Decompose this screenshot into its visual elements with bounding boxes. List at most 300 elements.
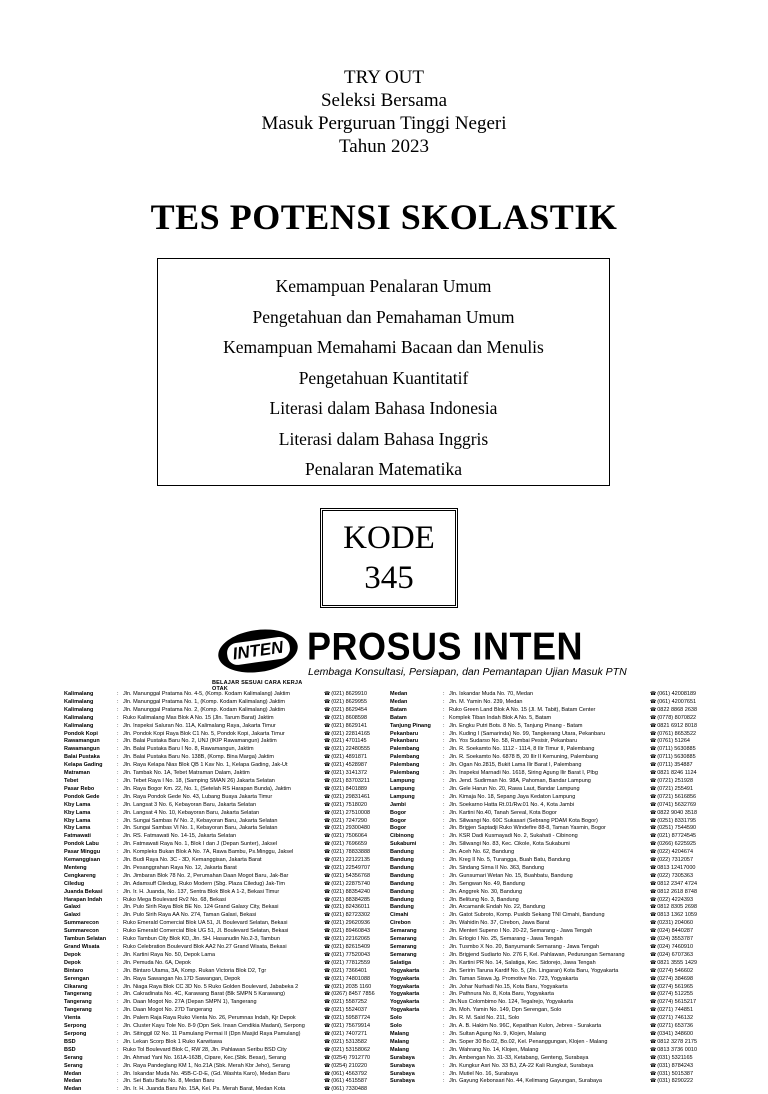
branch-city: Lampung xyxy=(390,793,415,800)
separator: : xyxy=(117,833,119,840)
branch-phone: ☎ (021) 88384285 xyxy=(324,897,382,905)
branch-address: Jln. Sindang Sirna II No. 363, Bandung xyxy=(449,864,545,871)
branch-city: Semarang xyxy=(390,928,417,935)
branch-address: Ruko Kalimalang Mas Blok A No. 15 (Jln. Tarum Barat) Jaktim xyxy=(123,714,274,721)
branch-city: Jambi xyxy=(390,801,406,808)
branch-row xyxy=(64,936,382,944)
branch-row xyxy=(390,960,708,968)
separator: : xyxy=(117,896,119,903)
branch-address: Jln. Gele Harun No. 20, Rawa Laut, Bandar Lampung xyxy=(449,785,580,792)
branch-phone: ☎ (021) 22162065 xyxy=(324,936,382,944)
separator: : xyxy=(117,793,119,800)
branch-phone: ☎ (022) 4224393 xyxy=(650,897,708,905)
branch-phone: ☎ (021) 22814165 xyxy=(324,731,382,739)
branch-city: Ciledug xyxy=(64,880,85,887)
branch-city: Kby Lama xyxy=(64,825,91,832)
branch-row xyxy=(390,770,708,778)
branch-phone: ☎ (021) 8629910 xyxy=(324,691,382,699)
branch-row xyxy=(64,897,382,905)
branch-city: Kby Lama xyxy=(64,801,91,808)
branch-city: Kalimalang xyxy=(64,706,94,713)
branch-phone: ☎ (021) 27510008 xyxy=(324,810,382,818)
subject-item: Penalaran Matematika xyxy=(305,459,462,479)
branch-city: Sukabumi xyxy=(390,841,417,848)
branch-city: Cirebon xyxy=(390,920,411,927)
separator: : xyxy=(443,817,445,824)
separator: : xyxy=(443,754,445,761)
branch-address: Jln. Gunsumari Wetan No. 15, Buahbatu, Bandung xyxy=(449,872,573,879)
branch-row xyxy=(64,904,382,912)
branch-phone: ☎ (061) 42008189 xyxy=(650,691,708,699)
branch-city: Palembang xyxy=(390,754,420,761)
separator: : xyxy=(117,714,119,721)
branch-row xyxy=(64,810,382,818)
separator: : xyxy=(117,983,119,990)
branch-row xyxy=(390,881,708,889)
branch-address: Jln. Kungkur Asri No. 33 BJ, ZA-22 Kali Rungkut, Surabaya xyxy=(449,1062,594,1069)
separator: : xyxy=(443,864,445,871)
separator: : xyxy=(443,1070,445,1077)
branch-city: Bandung xyxy=(390,904,414,911)
separator: : xyxy=(443,793,445,800)
separator: : xyxy=(117,1070,119,1077)
separator: : xyxy=(443,991,445,998)
kode-box xyxy=(320,508,458,608)
branch-phone: ☎ (0231) 204060 xyxy=(650,920,708,928)
branch-row xyxy=(390,762,708,770)
branch-row xyxy=(390,928,708,936)
branch-address: Jln. Raya Sawangan No.17D Sawangan, Depok xyxy=(123,975,241,982)
branch-city: Medan xyxy=(390,691,408,697)
branch-address: Jln. Arcamanik Endah No. 22, Bandung xyxy=(449,904,546,911)
branch-city: Pondok Labu xyxy=(64,841,99,848)
branch-address: Jln. Sungai Sambas IV No. 2, Kebayoran Baru, Jakarta Selatan xyxy=(123,817,278,824)
branch-address: Jln. Adamsuff Ciledug, Ruko Modern (Sbg. Plaza Ciledug) Jak-Tim xyxy=(123,880,286,887)
separator: : xyxy=(443,975,445,982)
branch-address: Jln. Inspeksi Saluran No. 11A, Kalimalang Raya, Jakarta Timur xyxy=(123,722,276,729)
branch-row xyxy=(64,873,382,881)
branch-city: Malang xyxy=(390,1046,409,1053)
branch-address: Jln. A. B. Hakim No. 96C, Kepatihan Kulon, Jebres - Surakarta xyxy=(449,1023,602,1030)
branch-row xyxy=(390,984,708,992)
branch-city: Kby Lama xyxy=(64,817,91,824)
branch-phone: ☎ (021) 8629141 xyxy=(324,723,382,731)
branch-row xyxy=(64,928,382,936)
separator: : xyxy=(117,762,119,769)
branch-row xyxy=(64,770,382,778)
branch-address: Jln. Sei Batu Batu No. 8, Medan Baru xyxy=(123,1078,215,1085)
branch-row xyxy=(390,936,708,944)
branch-address: Jln. Langsat 4 No. 10, Kebayoran Baru, Jakarta Selatan xyxy=(123,809,260,816)
separator: : xyxy=(443,1078,445,1085)
branch-address: Jln. Mutiel No. 16, Surabaya xyxy=(449,1070,519,1077)
separator: : xyxy=(443,809,445,816)
branch-phone: ☎ (022) 7305363 xyxy=(650,873,708,881)
branch-city: Menteng xyxy=(64,864,87,871)
separator: : xyxy=(117,936,119,943)
header-line-tryout: TRY OUT xyxy=(343,67,425,88)
branch-phone: ☎ (0741) 5632769 xyxy=(650,802,708,810)
branch-address: Jln. Balai Pustaka Baru I No. 8, Rawamangun, Jaktim xyxy=(123,746,254,753)
branch-city: BSD xyxy=(64,1046,76,1053)
branch-address: Jln. Soper 30 Bo.02, Bo.02, Kel. Penanggungan, Klojen - Malang xyxy=(449,1038,608,1045)
branch-row xyxy=(390,715,708,723)
branch-phone: ☎ (021) 2035 1160 xyxy=(324,984,382,992)
branch-row xyxy=(390,731,708,739)
branch-address: Jln. Ir. H. Juanda, No. 137, Sentra Blok Blok A 1-2, Bekasi Timur xyxy=(123,888,280,895)
separator: : xyxy=(443,698,445,705)
separator: : xyxy=(443,872,445,879)
branch-row xyxy=(64,1078,382,1086)
separator: : xyxy=(443,801,445,808)
branch-address: Ruko Celebration Boulevard Blok AA2 No.27 Grand Wisata, Bekasi xyxy=(123,944,287,950)
separator: : xyxy=(443,706,445,713)
branch-phone: ☎ (021) 7407271 xyxy=(324,1031,382,1039)
branch-phone: ☎ (0251) 8331795 xyxy=(650,818,708,826)
separator: : xyxy=(117,706,119,713)
branch-city: Yogyakarta xyxy=(390,999,420,1006)
brand-name: PROSUS INTEN xyxy=(307,624,584,669)
branch-address: Jln. Siliwangi No. 83, Kec. Cikole, Kota Sukabumi xyxy=(449,841,570,848)
branch-row xyxy=(390,999,708,1007)
branch-city: Medan xyxy=(390,698,408,705)
branch-phone: ☎ (0266) 6225925 xyxy=(650,841,708,849)
branch-row xyxy=(64,833,382,841)
branch-address: Jln. Raya Pandeglang KM 1, No.21A (Sbk. Merah Kbr Jeho), Serang xyxy=(123,1062,290,1069)
branch-row xyxy=(390,944,708,952)
branch-address: Jln. Anggrek No. 30, Bandung xyxy=(449,888,523,895)
separator: : xyxy=(117,999,119,1006)
branch-city: Cibinong xyxy=(390,833,414,840)
branch-address: Jln. Kartini Raya No. 50, Depok Lama xyxy=(123,951,216,958)
branch-city: Tangerang xyxy=(64,1007,92,1014)
branch-address: Jln. Kimaja No. 18, Sepang Jaya Kedaton Lampung xyxy=(449,793,576,800)
branch-city: Palembang xyxy=(390,762,420,769)
branch-phone: ☎ (021) 82615409 xyxy=(324,944,382,952)
branch-city: Semarang xyxy=(390,936,417,943)
branch-directory-right xyxy=(390,691,708,1086)
branch-row xyxy=(390,849,708,857)
branch-phone: ☎ (021) 4891871 xyxy=(324,754,382,762)
branch-address: Jln. Johar Nurhadi No.15, Kota Baru, Yogyakarta xyxy=(449,983,568,990)
separator: : xyxy=(117,967,119,974)
separator: : xyxy=(117,1054,119,1061)
separator: : xyxy=(443,951,445,958)
branch-city: Vienta xyxy=(64,1015,81,1022)
branch-city: Cimahi xyxy=(390,912,409,919)
branch-city: Yogyakarta xyxy=(390,967,420,974)
branch-row xyxy=(64,849,382,857)
separator: : xyxy=(443,888,445,895)
separator: : xyxy=(117,944,119,950)
branch-city: Surabaya xyxy=(390,1062,415,1069)
branch-phone: ☎ (021) 22122135 xyxy=(324,857,382,865)
branch-row xyxy=(390,1071,708,1079)
branch-city: Tebet xyxy=(64,777,79,784)
separator: : xyxy=(117,809,119,816)
branch-city: Tambun Selatan xyxy=(64,936,107,943)
branch-phone: ☎ (021) 89460843 xyxy=(324,928,382,936)
separator: : xyxy=(117,888,119,895)
branch-row xyxy=(64,1023,382,1031)
branch-address: Jln. Manunggal Pratama No. 4-5, (Komp. Kodam Kalimalang) Jaktim xyxy=(123,691,290,697)
branch-city: Serengan xyxy=(64,975,90,982)
subject-item: Pengetahuan Kuantitatif xyxy=(298,367,469,388)
separator: : xyxy=(443,1007,445,1014)
separator: : xyxy=(443,849,445,856)
separator: : xyxy=(117,1007,119,1014)
branch-row xyxy=(64,754,382,762)
branch-row xyxy=(390,912,708,920)
branch-address: Jln. Kompleks Bukan Blok A No. 7A, Rawa Bambu, Ps.Minggu, Jaksel xyxy=(123,849,294,856)
branch-address: Jln. KSR Dadi Kusmayadi No. 2, Sukahati - Cibinong xyxy=(449,833,578,840)
branch-city: Serang xyxy=(64,1054,83,1061)
branch-phone: ☎ (031) 8784243 xyxy=(650,1063,708,1071)
branch-address: Jln. Balai Pustaka Baru No. 138B, (Komp. Bina Marga) Jaktim xyxy=(123,754,275,761)
branch-phone: ☎ 0821 8246 1124 xyxy=(650,770,708,778)
branch-city: Tangerang xyxy=(64,991,92,998)
separator: : xyxy=(117,777,119,784)
separator: : xyxy=(443,714,445,721)
branch-city: Pekanbaru xyxy=(390,730,419,737)
branch-row xyxy=(64,794,382,802)
branch-address: Jln. Brigjen Saptadji Ruko Windefire 88-8, Taman Yasmin, Bogor xyxy=(449,825,606,832)
separator: : xyxy=(117,959,119,966)
branch-phone: ☎ (021) 88354240 xyxy=(324,889,382,897)
separator: : xyxy=(117,746,119,753)
separator: : xyxy=(443,920,445,927)
branch-address: Jln. Pondok Kopi Raya Blok C1 No. 5, Pondok Kopi, Jakarta Timur xyxy=(123,730,285,737)
branch-row xyxy=(390,754,708,762)
branch-phone: ☎ (0341) 348600 xyxy=(650,1031,708,1039)
branch-address: Jln. Jend. Sudirman No. 98A, Pahoman, Bandar Lampung xyxy=(449,777,591,784)
separator: : xyxy=(117,1078,119,1085)
branch-city: Kalimalang xyxy=(64,714,94,721)
branch-city: Kalimalang xyxy=(64,691,94,697)
branch-city: Bogor xyxy=(390,809,407,816)
branch-phone: ☎ (061) 4515587 xyxy=(324,1078,382,1086)
branch-city: Kemanggisan xyxy=(64,857,101,864)
branch-address: Jln. Sitinggil 02 No. 11 Pamulang Permai II (Dpn Masjid Raya Pamulang) xyxy=(123,1030,301,1037)
branch-row xyxy=(390,825,708,833)
branch-row xyxy=(64,691,382,699)
branch-phone: ☎ (0274) 384698 xyxy=(650,976,708,984)
branch-address: Jln. Kuding I (Samarinda) No. 99, Tangkerang Utara, Pekanbaru xyxy=(449,730,606,737)
branch-phone: ☎ (021) 7506064 xyxy=(324,833,382,841)
branch-address: Jln. Gayung Kebonsari No. 44, Kelimang Gayungan, Surabaya xyxy=(449,1078,602,1085)
branch-phone: ☎ (0271) 653736 xyxy=(650,1023,708,1031)
branch-row xyxy=(390,699,708,707)
separator: : xyxy=(443,1023,445,1030)
separator: : xyxy=(117,904,119,911)
separator: : xyxy=(117,754,119,761)
separator: : xyxy=(443,912,445,919)
branch-phone: ☎ (021) 59587724 xyxy=(324,1015,382,1023)
branch-phone: ☎ (021) 7696659 xyxy=(324,841,382,849)
separator: : xyxy=(443,857,445,864)
separator: : xyxy=(443,880,445,887)
branch-city: Yogyakarta xyxy=(390,1007,420,1014)
branch-phone: ☎ (0721) 5616856 xyxy=(650,794,708,802)
branch-phone: ☎ (021) 75679914 xyxy=(324,1023,382,1031)
separator: : xyxy=(117,920,119,927)
branch-address: Jln. Iskandar Muda No. 45B-C-D-E, (Gd. Washta Karo), Medan Baru xyxy=(123,1070,290,1077)
branch-city: Galaxi xyxy=(64,912,81,919)
branch-city: Matraman xyxy=(64,770,90,777)
branch-row xyxy=(390,920,708,928)
branch-address: Komplek Tiban Indah Blok A No. 5, Batam xyxy=(449,714,552,721)
branch-phone: ☎ (021) 5587252 xyxy=(324,999,382,1007)
branch-address: Jln. Seririn Taruna Kardif No. 5, (Jln. Lingaran) Kota Baru, Yogyakarta xyxy=(449,967,619,974)
branch-city: Bandung xyxy=(390,857,414,864)
header-line-tahun: Tahun 2023 xyxy=(339,136,429,157)
branch-row xyxy=(64,699,382,707)
branch-directory-left xyxy=(64,691,382,1094)
branch-address: Jln. Balai Pustaka Baru No. 2, UNJ (IKIP Rawamangun) Jaktim xyxy=(123,738,277,745)
subject-item: Literasi dalam Bahasa Indonesia xyxy=(269,398,498,418)
branch-row xyxy=(64,920,382,928)
branch-city: Medan xyxy=(64,1078,82,1085)
branch-address: Jln. Pulo Sirih Raya AA No. 274, Taman Galaxi, Bekasi xyxy=(123,912,257,919)
branch-phone: ☎ (021) 87724545 xyxy=(650,833,708,841)
branch-phone: ☎ (021) 22549707 xyxy=(324,865,382,873)
branch-city: Tanjung Pinang xyxy=(390,722,431,729)
branch-phone: ☎ (021) 4701145 xyxy=(324,738,382,746)
branch-row xyxy=(390,1078,708,1086)
branch-phone: ☎ (0274) 512255 xyxy=(650,991,708,999)
branch-address: Jln. Pesanggrahan Raya No. 12, Jakarta Barat xyxy=(123,864,237,871)
branch-city: Yogyakarta xyxy=(390,991,420,998)
branch-row xyxy=(390,897,708,905)
branch-row xyxy=(64,999,382,1007)
branch-row xyxy=(390,968,708,976)
branch-row xyxy=(64,841,382,849)
branch-address: Jln. Wahrang No. 14, Klojen, Malang xyxy=(449,1046,539,1053)
separator: : xyxy=(117,849,119,856)
branch-phone: ☎ 0812 2347 4724 xyxy=(650,881,708,889)
branch-address: Jln. Belitung No. 3, Bandung xyxy=(449,896,519,903)
branch-row xyxy=(64,1007,382,1015)
branch-city: Pasar Minggu xyxy=(64,849,101,856)
branch-row xyxy=(64,865,382,873)
branch-row xyxy=(390,1047,708,1055)
separator: : xyxy=(443,1038,445,1045)
separator: : xyxy=(443,936,445,943)
branch-address: Jln.Nus Colombimo No. 124, Tegalrejo, Yogyakarta xyxy=(449,999,574,1006)
separator: : xyxy=(443,928,445,935)
separator: : xyxy=(443,944,445,950)
branch-phone: ☎ (024) 7460910 xyxy=(650,944,708,952)
separator: : xyxy=(117,857,119,864)
subject-item: Pengetahuan dan Pemahaman Umum xyxy=(252,306,515,327)
branch-row xyxy=(64,1055,382,1063)
branch-phone: ☎ (021) 4528987 xyxy=(324,762,382,770)
separator: : xyxy=(117,825,119,832)
branch-city: Serang xyxy=(64,1062,83,1069)
branch-phone: ☎ (021) 74801088 xyxy=(324,976,382,984)
branch-city: Semarang xyxy=(390,944,417,950)
branch-address: Jln. Manunggal Pratama No. 2, (Komp. Kodam Kalimalang) Jaktim xyxy=(123,706,286,713)
branch-address: Jln. Iskandar Muda No. 70, Medan xyxy=(449,691,534,697)
branch-phone: ☎ (021) 8629955 xyxy=(324,699,382,707)
separator: : xyxy=(443,746,445,753)
branch-row xyxy=(64,1039,382,1047)
branch-city: Kalimalang xyxy=(64,698,94,705)
branch-row xyxy=(390,889,708,897)
branch-city: Pekanbaru xyxy=(390,738,419,745)
logo-oval-text: INTEN xyxy=(225,636,290,667)
branch-phone: ☎ (021) 29620936 xyxy=(324,920,382,928)
branch-row xyxy=(64,857,382,865)
branch-address: Jln. Fatmawati Raya No. 1, Blok I dan J (Depan Sunter), Jaksel xyxy=(123,841,278,848)
separator: : xyxy=(443,777,445,784)
branch-city: Summarecon xyxy=(64,928,99,935)
branch-phone: ☎ (021) 83703211 xyxy=(324,778,382,786)
branch-row xyxy=(390,841,708,849)
branch-phone: ☎ (022) 4204674 xyxy=(650,849,708,857)
branch-city: Batam xyxy=(390,714,407,721)
branch-city: Kalimalang xyxy=(64,722,94,729)
branch-city: Pondok Gede xyxy=(64,793,100,800)
branch-address: Jln. Lekan Scorp Blok 1 Ruko Karwitawa xyxy=(123,1038,223,1045)
branch-phone: ☎ (021) 22875740 xyxy=(324,881,382,889)
branch-city: Bandung xyxy=(390,880,414,887)
separator: : xyxy=(117,738,119,745)
branch-phone: ☎ (0274) 546602 xyxy=(650,968,708,976)
branch-phone: ☎ (021) 8401889 xyxy=(324,786,382,794)
branch-phone: ☎ (021) 5524037 xyxy=(324,1007,382,1015)
branch-row xyxy=(64,746,382,754)
separator: : xyxy=(443,1030,445,1037)
branch-row xyxy=(390,1055,708,1063)
subject-item: Literasi dalam Bahasa Inggris xyxy=(278,428,489,449)
branch-address: Jln. Pathnura No. 8, Kota Baru, Yogyakarta xyxy=(449,991,554,998)
kode-label: KODE xyxy=(343,520,435,556)
branch-phone: ☎ (024) 8440287 xyxy=(650,928,708,936)
branch-city: Cikarang xyxy=(64,983,88,990)
separator: : xyxy=(117,730,119,737)
separator: : xyxy=(117,872,119,879)
separator: : xyxy=(117,1086,119,1093)
branch-city: Rawamangun xyxy=(64,746,100,753)
branch-address: Ruko Green Land Blok A No. 15 (Jl. M. Tabit), Batam Center xyxy=(449,706,596,713)
branch-address: Jln. Ogan No.2815, Bukit Lama Ilir Barat I, Palembang xyxy=(449,762,582,769)
branch-address: Jln. Ahmad Yani No. 161A-163B, Cipare, Kec.(Sbk. Besar), Serang xyxy=(123,1054,287,1061)
inten-logo-icon xyxy=(215,625,300,678)
branch-row xyxy=(64,1047,382,1055)
subject-item: Kemampuan Memahami Bacaan dan Menulis xyxy=(223,337,544,357)
separator: : xyxy=(117,1038,119,1045)
branch-row xyxy=(64,778,382,786)
separator: : xyxy=(117,801,119,808)
branch-city: Bogor xyxy=(390,825,407,832)
branch-row xyxy=(64,968,382,976)
branch-city: Kelapa Gading xyxy=(64,762,103,769)
branch-city: Solo xyxy=(390,1023,402,1030)
branch-address: Jln. Cluster Kayu Tole No. 8-9 (Dpn Sek. Insan Cendikia Madani), Serpong xyxy=(123,1023,305,1030)
branch-row xyxy=(390,778,708,786)
branch-row xyxy=(64,715,382,723)
branch-city: Bandung xyxy=(390,896,414,903)
branch-address: Jln. Bintaro Utama, 3A, Komp. Rukan Victoria Blok D2, Tgr xyxy=(123,967,267,974)
branch-address: Jln. Moh. Yamin No. 149, Dpn Serengan, Solo xyxy=(449,1007,562,1014)
branch-row xyxy=(64,1086,382,1094)
branch-address: Jln. Menteri Supeno I No. 20-22, Semarang - Jawa Tengah xyxy=(449,928,593,935)
branch-address: Ruko Tambun City Blok KD, Jln. SH. Hasanudin No.2-3, Tambun xyxy=(123,936,280,943)
branch-phone: ☎ 0813 3736 0010 xyxy=(650,1047,708,1055)
branch-phone: ☎ 0812 8305 2698 xyxy=(650,904,708,912)
separator: : xyxy=(443,762,445,769)
